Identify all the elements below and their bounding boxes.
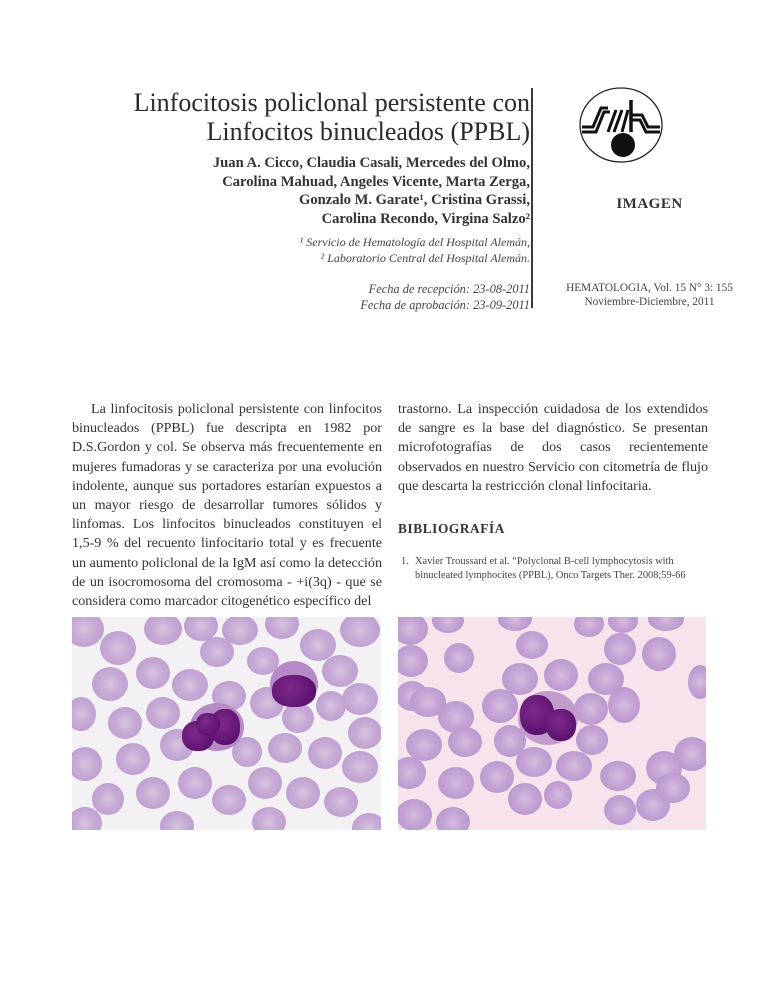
author-line: Carolina Mahuad, Angeles Vicente, Marta Zerga, [222, 173, 530, 190]
red-blood-cell [574, 693, 608, 725]
sah-society-logo-icon [578, 86, 664, 164]
red-blood-cell [448, 727, 482, 757]
red-blood-cell [604, 795, 636, 825]
affiliations [300, 235, 530, 266]
red-blood-cell [642, 637, 676, 671]
red-blood-cell [556, 751, 592, 781]
red-blood-cell [172, 669, 208, 701]
red-blood-cell [544, 781, 572, 809]
red-blood-cell [398, 617, 428, 645]
red-blood-cell [212, 785, 246, 815]
red-blood-cell [438, 767, 474, 799]
red-blood-cell [136, 777, 170, 809]
red-blood-cell [398, 645, 428, 677]
red-blood-cell [146, 697, 180, 729]
journal-issue-date: Noviembre-Diciembre, 2011 [584, 296, 715, 308]
red-blood-cell [516, 631, 548, 659]
red-blood-cell [656, 773, 690, 803]
micrograph-case-2 [398, 617, 706, 830]
red-blood-cell [348, 717, 381, 749]
reference-text: Xavier Troussard et al. “Polyclonal B-cell lymphocytosis with binucleated lymphocites (PPBL), Onco Targets Ther. 2008;59-66 [415, 556, 686, 581]
red-blood-cell [342, 751, 378, 783]
title-line-1: Linfocitosis policlonal persistente con [133, 88, 530, 117]
red-blood-cell [72, 747, 102, 781]
red-blood-cell [516, 747, 552, 777]
lymphocyte-nucleus [546, 709, 576, 741]
red-blood-cell [600, 761, 636, 791]
section-label: IMAGEN [616, 196, 683, 212]
red-blood-cell [316, 691, 346, 721]
red-blood-cell [688, 665, 706, 699]
body-column-left [72, 400, 382, 611]
red-blood-cell [144, 617, 182, 645]
author-line: Carolina Recondo, Virgina Salzo² [321, 210, 530, 227]
affiliation-1: ¹ Servicio de Hematología del Hospital Alemán, [299, 235, 530, 249]
received-date: Fecha de recepción: 23-08-2011 [368, 282, 530, 296]
approved-date: Fecha de aprobación: 23-09-2011 [360, 298, 530, 312]
author-line: Gonzalo M. Garate¹, Cristina Grassi, [299, 192, 530, 208]
red-blood-cell [482, 689, 518, 723]
lymphocyte-nucleus [196, 713, 220, 735]
red-blood-cell [480, 761, 514, 793]
reference-item [398, 555, 718, 583]
submission-dates [360, 281, 530, 313]
red-blood-cell [265, 617, 299, 639]
red-blood-cell [248, 767, 282, 799]
red-blood-cell [544, 659, 578, 691]
red-blood-cell [398, 757, 426, 789]
red-blood-cell [608, 617, 638, 633]
red-blood-cell [444, 643, 474, 673]
red-blood-cell [108, 707, 142, 739]
red-blood-cell [92, 783, 124, 815]
body-column-right [398, 400, 708, 496]
title-line-2: Linfocitos binucleados (PPBL) [206, 117, 530, 146]
journal-citation [531, 281, 768, 309]
red-blood-cell [160, 811, 194, 830]
bibliography-heading: BIBLIOGRAFÍA [398, 521, 505, 536]
red-blood-cell [308, 737, 342, 769]
red-blood-cell [432, 617, 464, 633]
red-blood-cell [508, 783, 542, 815]
red-blood-cell [340, 617, 380, 647]
red-blood-cell [498, 617, 532, 631]
red-blood-cell [322, 655, 358, 687]
affiliation-2: ² Laboratorio Central del Hospital Alemán. [320, 250, 530, 265]
red-blood-cell [72, 617, 104, 647]
micrograph-case-1 [72, 617, 381, 830]
reference-number: 1. [401, 556, 409, 567]
red-blood-cell [342, 683, 378, 715]
red-blood-cell [136, 657, 170, 689]
body-paragraph: trastorno. La inspección cuidadosa de los extendidos de sangre es la base del diagnóstico. Se presentan microfotografías de dos casos recientemente observados en nuestro Servicio con citometría de flujo que descarta la restricción clonal linfocitaria. [398, 401, 708, 494]
red-blood-cell [252, 807, 286, 830]
author-list [213, 154, 530, 228]
red-blood-cell [72, 697, 96, 731]
body-paragraph: La linfocitosis policlonal persistente con linfocitos binucleados (PPBL) fue descripta en 1982 por D.S.Gordon y col. Se observa más frecuentemente en mujeres fumadoras y se caracteriza por una evolución indolente, aunque sus portadores estarían expuestos a un mayor riesgo de desarrollar tumores sólidos y linfomas. Los linfocitos binucleados constituyen el 1,5-9 % del recuento linfocitario total y es frecuente un aumento policlonal de la IgM así como la detección de un isocromosoma del cromosoma - +i(3q) - que se considera como marcador citogenético específico del [72, 401, 382, 610]
red-blood-cell [286, 777, 320, 809]
red-blood-cell [352, 813, 381, 830]
article-title [134, 88, 530, 146]
lymphocyte-nucleus [272, 675, 316, 707]
red-blood-cell [268, 733, 302, 763]
red-blood-cell [116, 743, 150, 775]
red-blood-cell [324, 787, 358, 817]
red-blood-cell [282, 703, 314, 733]
red-blood-cell [436, 807, 470, 830]
red-blood-cell [100, 631, 136, 665]
red-blood-cell [576, 725, 608, 755]
red-blood-cell [92, 667, 128, 701]
red-blood-cell [604, 633, 636, 665]
red-blood-cell [398, 799, 432, 830]
journal-volume: HEMATOLOGIA, Vol. 15 N° 3: 155 [566, 282, 733, 294]
red-blood-cell [648, 617, 684, 631]
author-line: Juan A. Cicco, Claudia Casali, Mercedes del Olmo, [212, 155, 530, 171]
red-blood-cell [200, 637, 234, 667]
red-blood-cell [574, 617, 604, 637]
red-blood-cell [178, 767, 212, 799]
red-blood-cell [608, 687, 640, 723]
